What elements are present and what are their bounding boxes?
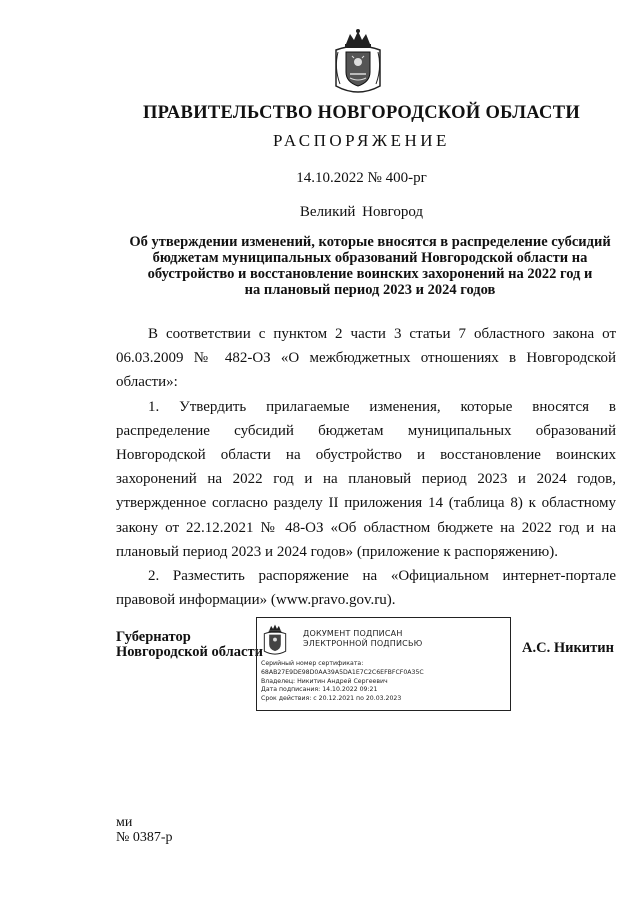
document-city: Великий Новгород xyxy=(299,204,424,220)
document-subject xyxy=(120,234,620,298)
coat-of-arms-icon xyxy=(332,28,384,98)
body-intro-paragraph: В соответствии с пунктом 2 части 3 статьи 7 областного закона от 06.03.2009 № 482-ОЗ «О межбюджетных отношениях в Новгородской области»: xyxy=(116,326,616,391)
stamp-serial-label: Серийный номер сертификата: xyxy=(261,660,364,667)
stamp-details xyxy=(261,660,509,704)
subject-line: обустройство и восстановление воинских захоронений на 2022 год и xyxy=(147,266,593,282)
subject-line: Об утверждении изменений, которые вносятся в распределение субсидий xyxy=(129,234,611,250)
government-title: ПРАВИТЕЛЬСТВО НОВГОРОДСКОЙ ОБЛАСТИ xyxy=(142,103,581,123)
document-date-number: 14.10.2022 № 400-рг xyxy=(296,170,427,186)
subject-line: бюджетам муниципальных образований Новгородской области на xyxy=(152,250,588,266)
document-type: РАСПОРЯЖЕНИЕ xyxy=(273,131,450,150)
coat-of-arms-icon xyxy=(262,623,288,657)
executor-initials: ми xyxy=(116,815,133,830)
stamp-serial: 68AB27E9DE98D0AA39A5DA1E7C2C6EFBFCF0A35C xyxy=(261,668,424,676)
registration-number: № 0387-р xyxy=(116,830,173,845)
stamp-heading-line: ЭЛЕКТРОННОЙ ПОДПИСЬЮ xyxy=(303,639,423,648)
stamp-heading xyxy=(295,629,495,649)
body-item-1-paragraph: 1. Утвердить прилагаемые изменения, которые вносятся в распределение субсидий бюджетам муниципальных образований Новгородской области на обустройство и восстановление воинских захоронений на 2022 год и на плановый период 2023 и 2024 годов, утвержденное согласно разделу II приложения 14 (таблица 8) к областному закону от 22.12.2021 № 48-ОЗ «Об областном бюджете на 2022 год и на плановый период 2023 и 2024 годов» (приложение к распоряжению). xyxy=(116,398,616,560)
document-footer xyxy=(116,815,173,845)
stamp-signed-date: Дата подписания: 14.10.2022 09:21 xyxy=(261,686,378,694)
body-item-2-paragraph: 2. Разместить распоряжение на «Официальном интернет-портале правовой информации» (www.pravo.gov.ru). xyxy=(116,568,616,609)
stamp-validity: Срок действия: с 20.12.2021 по 20.03.2023 xyxy=(261,695,402,703)
stamp-heading-line: ДОКУМЕНТ ПОДПИСАН xyxy=(303,629,403,638)
signer-title-line: Губернатор xyxy=(116,629,191,645)
signer-name: А.С. Никитин xyxy=(522,640,614,656)
stamp-owner: Владелец: Никитин Андрей Сергеевич xyxy=(261,677,388,685)
signer-title-line: Новгородской области xyxy=(116,644,263,660)
document-body xyxy=(116,322,616,612)
electronic-signature-stamp xyxy=(256,617,511,711)
subject-line: на плановый период 2023 и 2024 годов xyxy=(244,282,496,298)
signer-title xyxy=(116,630,263,660)
